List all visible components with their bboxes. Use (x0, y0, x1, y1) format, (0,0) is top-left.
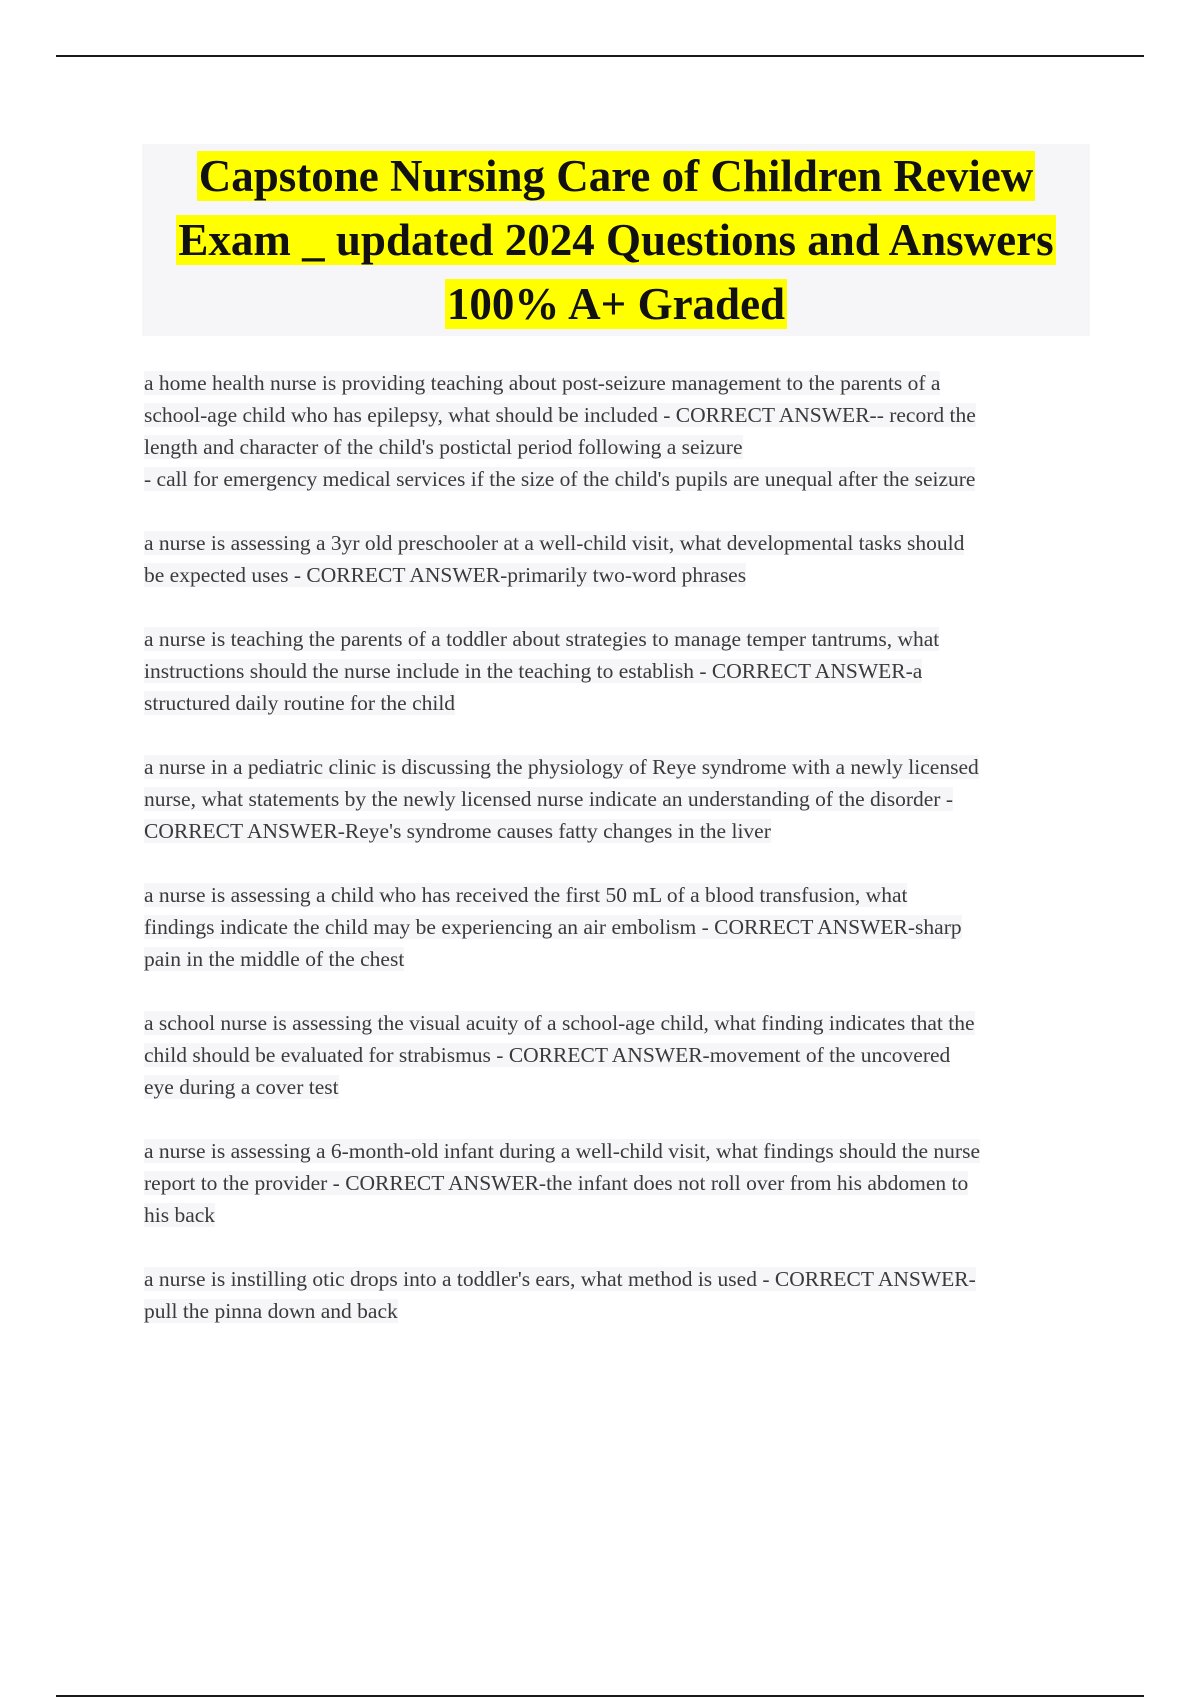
qa-line (144, 431, 1092, 463)
qa-line (144, 815, 1092, 847)
qa-line (144, 527, 1092, 559)
qa-line-text: a nurse in a pediatric clinic is discussing the physiology of Reye syndrome with a newly licensed (144, 755, 979, 779)
qa-line (144, 399, 1092, 431)
bottom-rule (56, 1695, 1144, 1697)
qa-line (144, 367, 1092, 399)
qa-line (144, 463, 1092, 495)
qa-line-text: a school nurse is assessing the visual acuity of a school-age child, what finding indicates that the (144, 1011, 975, 1035)
qa-line (144, 1007, 1092, 1039)
qa-line-text: length and character of the child's postictal period following a seizure (144, 435, 743, 459)
title-line-2 (142, 208, 1090, 272)
qa-line-text: his back (144, 1203, 216, 1227)
qa-line-text: a nurse is teaching the parents of a toddler about strategies to manage temper tantrums, what (144, 627, 940, 651)
title-line-3 (142, 272, 1090, 336)
qa-line-text: child should be evaluated for strabismus - CORRECT ANSWER-movement of the uncovered (144, 1043, 951, 1067)
qa-item-2 (144, 527, 1092, 591)
qa-line (144, 911, 1092, 943)
qa-line (144, 1039, 1092, 1071)
qa-line (144, 687, 1092, 719)
qa-line-text: nurse, what statements by the newly licensed nurse indicate an understanding of the disorder - (144, 787, 954, 811)
qa-item-1 (144, 367, 1092, 495)
qa-list (144, 367, 1092, 1359)
qa-line (144, 943, 1092, 975)
qa-item-7 (144, 1135, 1092, 1231)
qa-line (144, 1199, 1092, 1231)
qa-line (144, 1167, 1092, 1199)
qa-line (144, 1263, 1092, 1295)
qa-line-text: eye during a cover test (144, 1075, 339, 1099)
title-line-1-text: Capstone Nursing Care of Children Review (198, 151, 1034, 201)
qa-line (144, 1135, 1092, 1167)
qa-item-6 (144, 1007, 1092, 1103)
qa-item-5 (144, 879, 1092, 975)
qa-item-3 (144, 623, 1092, 719)
qa-line-text: a nurse is assessing a child who has received the first 50 mL of a blood transfusion, what (144, 883, 908, 907)
qa-line-text: structured daily routine for the child (144, 691, 456, 715)
qa-line (144, 559, 1092, 591)
qa-line (144, 751, 1092, 783)
qa-line-text: a nurse is assessing a 6-month-old infant during a well-child visit, what findings should the nurse (144, 1139, 980, 1163)
qa-line-text: CORRECT ANSWER-Reye's syndrome causes fatty changes in the liver (144, 819, 771, 843)
document-title (142, 144, 1090, 336)
qa-line-text: findings indicate the child may be experiencing an air embolism - CORRECT ANSWER-sharp (144, 915, 962, 939)
qa-line-text: pain in the middle of the chest (144, 947, 405, 971)
title-line-2-text: Exam _ updated 2024 Questions and Answers (178, 215, 1054, 265)
qa-line-text: a nurse is assessing a 3yr old preschooler at a well-child visit, what developmental tasks should (144, 531, 965, 555)
qa-line-text: a home health nurse is providing teaching about post-seizure management to the parents of a (144, 371, 941, 395)
qa-line-text: report to the provider - CORRECT ANSWER-the infant does not roll over from his abdomen to (144, 1171, 969, 1195)
qa-line-text: be expected uses - CORRECT ANSWER-primarily two-word phrases (144, 563, 747, 587)
qa-line-text: a nurse is instilling otic drops into a toddler's ears, what method is used - CORRECT ANSWER- (144, 1267, 976, 1291)
qa-line-text: school-age child who has epilepsy, what should be included - CORRECT ANSWER-- record the (144, 403, 976, 427)
title-line-3-text: 100% A+ Graded (446, 279, 786, 329)
qa-item-8 (144, 1263, 1092, 1327)
qa-line-text: pull the pinna down and back (144, 1299, 398, 1323)
title-line-1 (142, 144, 1090, 208)
top-rule (56, 55, 1144, 57)
qa-line (144, 879, 1092, 911)
qa-line (144, 623, 1092, 655)
qa-line-text: - call for emergency medical services if the size of the child's pupils are unequal after the seizure (144, 467, 976, 491)
qa-line-text: instructions should the nurse include in the teaching to establish - CORRECT ANSWER-a (144, 659, 923, 683)
qa-line (144, 1071, 1092, 1103)
qa-line (144, 655, 1092, 687)
qa-item-4 (144, 751, 1092, 847)
qa-line (144, 1295, 1092, 1327)
qa-line (144, 783, 1092, 815)
